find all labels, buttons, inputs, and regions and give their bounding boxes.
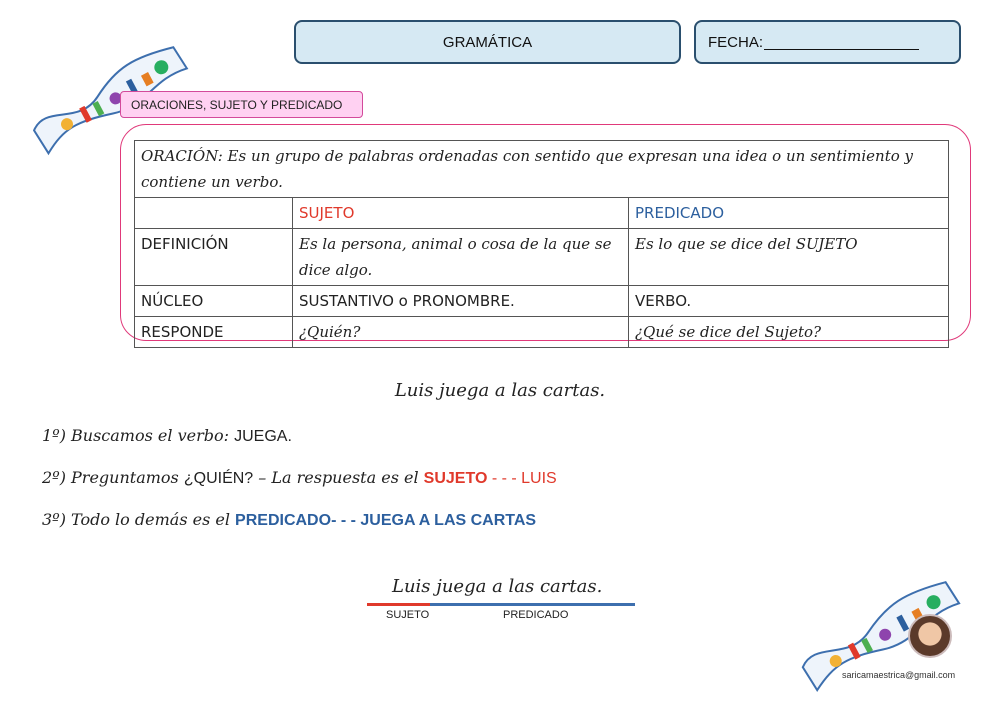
column-header-subject: SUJETO	[293, 198, 629, 229]
date-box	[694, 20, 961, 64]
table-cell: VERBO.	[629, 286, 949, 317]
topic-text: ORACIONES, SUJETO Y PREDICADO	[131, 97, 343, 112]
step-2-question: ¿QUIÉN?	[183, 470, 254, 487]
step-2-answer: - - - LUIS	[487, 470, 557, 487]
row-label: RESPONDE	[135, 317, 293, 348]
page-title	[294, 20, 681, 64]
step-1-value: JUEGA.	[234, 428, 292, 445]
table-cell: Es la persona, animal o cosa de la que se dice algo.	[293, 229, 629, 286]
definition-table	[134, 140, 949, 348]
step-2-subject: SUJETO	[423, 470, 488, 487]
page-title-text: GRAMÁTICA	[442, 33, 533, 51]
row-label: DEFINICIÓN	[135, 229, 293, 286]
table-row	[135, 198, 949, 229]
teacher-avatar	[908, 614, 952, 658]
table-cell: ¿Qué se dice del Sujeto?	[629, 317, 949, 348]
empty-header-cell	[135, 198, 293, 229]
row-label: NÚCLEO	[135, 286, 293, 317]
table-row	[135, 286, 949, 317]
date-line	[764, 35, 919, 50]
step-2-prefix: 2º) Preguntamos	[42, 468, 184, 487]
oracion-definition: ORACIÓN: Es un grupo de palabras ordenadas con sentido que expresan una idea o un sentimiento y contiene un verbo.	[135, 141, 949, 198]
predicate-underline	[430, 603, 635, 606]
table-cell: SUSTANTIVO o PRONOMBRE.	[293, 286, 629, 317]
predicate-caption: PREDICADO	[503, 609, 569, 621]
topic-label	[120, 91, 363, 118]
table-row	[135, 317, 949, 348]
step-3	[42, 510, 536, 530]
step-2-middle: – La respuesta es el	[253, 468, 424, 487]
example-sentence: Luis juega a las cartas.	[394, 380, 606, 401]
table-cell: Es lo que se dice del SUJETO	[629, 229, 949, 286]
step-1-prefix: 1º) Buscamos el verbo:	[42, 426, 235, 445]
author-email: saricamaestrica@gmail.com	[842, 670, 956, 680]
step-1	[42, 426, 292, 446]
date-label: FECHA:	[708, 33, 764, 51]
subject-caption: SUJETO	[386, 609, 430, 621]
table-row	[135, 141, 949, 198]
column-header-predicate: PREDICADO	[629, 198, 949, 229]
step-3-prefix: 3º) Todo lo demás es el	[42, 510, 236, 529]
step-3-predicate: PREDICADO	[235, 512, 332, 529]
subject-underline	[367, 603, 430, 606]
step-2	[42, 468, 557, 488]
step-3-answer: - - - JUEGA A LAS CARTAS	[331, 512, 537, 529]
underlined-sentence: Luis juega a las cartas.	[392, 576, 603, 597]
table-row	[135, 229, 949, 286]
table-cell: ¿Quién?	[293, 317, 629, 348]
